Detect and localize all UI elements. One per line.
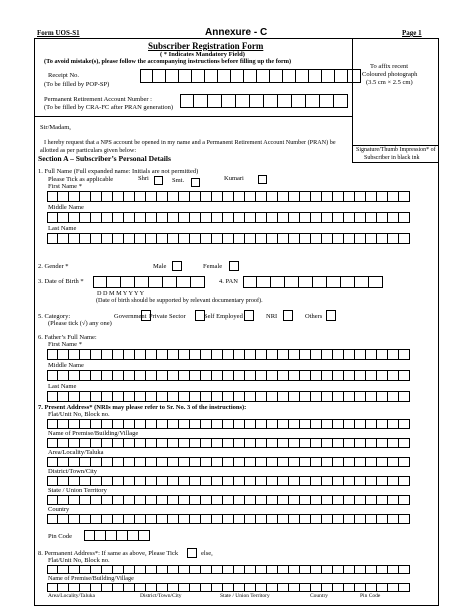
father-first-boxes[interactable] bbox=[47, 349, 410, 360]
self-employed-label: Self Employed bbox=[204, 313, 243, 320]
country-boxes[interactable] bbox=[47, 514, 410, 524]
divider bbox=[34, 116, 352, 117]
father-middle-boxes[interactable] bbox=[47, 370, 410, 381]
intro-para1: I hereby request that a NPS account be opened in my name and a Permanent Retirement Account Number (PRAN) be bbox=[44, 139, 336, 146]
pin-boxes[interactable] bbox=[84, 530, 150, 541]
dob-format: D D M M Y Y Y Y bbox=[97, 290, 145, 297]
else-label: else, bbox=[201, 550, 213, 557]
middle-name-boxes[interactable] bbox=[47, 212, 410, 223]
page-number: Page 1 bbox=[402, 29, 422, 37]
country2-label: Country bbox=[310, 593, 329, 599]
father-first-label: First Name * bbox=[48, 341, 82, 348]
form-id: Form UOS-S1 bbox=[37, 29, 80, 37]
photo-line3: (3.5 cm × 2.5 cm) bbox=[366, 79, 413, 86]
kumari-label: Kumari bbox=[224, 175, 244, 182]
last-name-label: Last Name bbox=[48, 225, 77, 232]
dob-label: 3. Date of Birth * bbox=[38, 278, 84, 285]
premise2-label: Name of Premise/Building/Village bbox=[48, 575, 134, 582]
pan-boxes[interactable] bbox=[243, 276, 383, 288]
country-label: Country bbox=[48, 506, 70, 513]
premise2-boxes[interactable] bbox=[47, 583, 410, 592]
pin2-label: Pin Code bbox=[360, 593, 381, 599]
form-title: Subscriber Registration Form bbox=[148, 41, 264, 51]
instruction-note: (To avoid mistake(s), please follow the accompanying instructions before filling up the form) bbox=[44, 58, 292, 65]
premise-boxes[interactable] bbox=[47, 438, 410, 448]
receipt-number-boxes[interactable] bbox=[140, 69, 361, 83]
smt-checkbox[interactable] bbox=[191, 178, 200, 187]
district-label: District/Town/City bbox=[48, 468, 98, 475]
smt-label: Smt. bbox=[172, 177, 185, 184]
receipt-label: Receipt No. bbox=[48, 72, 80, 79]
others-label: Others bbox=[305, 313, 323, 320]
father-middle-label: Middle Name bbox=[48, 362, 84, 369]
pran-label: Permanent Retirement Account Number : bbox=[44, 96, 152, 103]
shri-label: Shri bbox=[138, 175, 149, 182]
flat2-label: Flat/Unit No, Block no. bbox=[48, 557, 110, 564]
annexure-title: Annexure - C bbox=[205, 27, 268, 38]
kumari-checkbox[interactable] bbox=[258, 175, 267, 184]
district-boxes[interactable] bbox=[47, 476, 410, 486]
pran-sub: (To be filled by CRA-FC after PRAN generation) bbox=[44, 104, 173, 111]
signature-line2: Subscriber in black ink bbox=[364, 155, 420, 161]
first-name-label: First Name * bbox=[48, 183, 82, 190]
present-address-label: 7. Present Address* (NRIs may please refer to Sr. No. 3 of the instructions): bbox=[38, 404, 247, 411]
state-boxes[interactable] bbox=[47, 495, 410, 505]
same-as-above-checkbox[interactable] bbox=[187, 548, 197, 558]
photo-box bbox=[352, 38, 439, 146]
nri-label: NRI bbox=[266, 313, 278, 320]
shri-checkbox[interactable] bbox=[154, 176, 163, 185]
area-label: Area/Locality/Taluka bbox=[48, 449, 104, 456]
district2-label: District/Town/City bbox=[140, 593, 182, 599]
premise-label: Name of Premise/Building/Village bbox=[48, 430, 139, 437]
father-last-boxes[interactable] bbox=[47, 391, 410, 402]
pin-label: Pin Code bbox=[48, 533, 73, 540]
section-a-title: Section A – Subscriber’s Personal Details bbox=[38, 154, 171, 163]
pan-label: 4. PAN bbox=[219, 278, 238, 285]
receipt-sub: (To be filled by POP-SP) bbox=[44, 81, 110, 88]
category-sub: (Please tick (√) any one) bbox=[48, 320, 112, 327]
permanent-address-label: 8. Permanent Address*: If same as above, Please Tick bbox=[38, 550, 179, 557]
area2-label: Area/Locality/Taluka bbox=[48, 593, 95, 599]
salutation: Sir/Madam, bbox=[40, 124, 71, 131]
state-label: State / Union Territory bbox=[48, 487, 107, 494]
father-name-label: 6. Father’s Full Name: bbox=[38, 334, 97, 341]
last-name-boxes[interactable] bbox=[47, 233, 410, 244]
flat-boxes[interactable] bbox=[47, 419, 410, 429]
male-label: Male bbox=[153, 263, 167, 270]
photo-line1: To affix recent bbox=[370, 63, 409, 70]
flat-label: Flat/Unit No, Block no. bbox=[48, 411, 110, 418]
male-checkbox[interactable] bbox=[172, 261, 182, 271]
self-employed-checkbox[interactable] bbox=[244, 310, 254, 321]
female-label: Female bbox=[203, 263, 223, 270]
category-label: 5. Category: bbox=[38, 313, 71, 320]
photo-line2: Coloured photograph bbox=[362, 71, 418, 78]
state2-label: State / Union Territory bbox=[220, 593, 270, 599]
government-label: Government bbox=[114, 313, 147, 320]
pran-boxes[interactable] bbox=[180, 94, 348, 108]
dob-note: (Date of birth should be supported by relevant documentary proof). bbox=[96, 297, 263, 304]
flat2-boxes[interactable] bbox=[47, 565, 410, 574]
first-name-boxes[interactable] bbox=[47, 191, 410, 202]
signature-line1: Signature/Thumb Impression* of bbox=[356, 147, 436, 153]
q1-label: 1. Full Name (Full expanded name: Initials are not permitted) bbox=[38, 168, 199, 175]
gender-label: 2. Gender * bbox=[38, 263, 69, 270]
please-tick-label: Please Tick as applicable bbox=[48, 176, 114, 183]
middle-name-label: Middle Name bbox=[48, 204, 84, 211]
dob-boxes[interactable] bbox=[93, 276, 205, 288]
area-boxes[interactable] bbox=[47, 457, 410, 467]
private-sector-label: Private Sector bbox=[149, 313, 186, 320]
father-last-label: Last Name bbox=[48, 383, 77, 390]
intro-para2: allotted as per particulars given below: bbox=[40, 147, 137, 154]
mandatory-note: ( * Indicates Mandatory Field) bbox=[160, 51, 245, 58]
nri-checkbox[interactable] bbox=[283, 310, 293, 321]
female-checkbox[interactable] bbox=[229, 261, 239, 271]
others-checkbox[interactable] bbox=[326, 310, 336, 321]
